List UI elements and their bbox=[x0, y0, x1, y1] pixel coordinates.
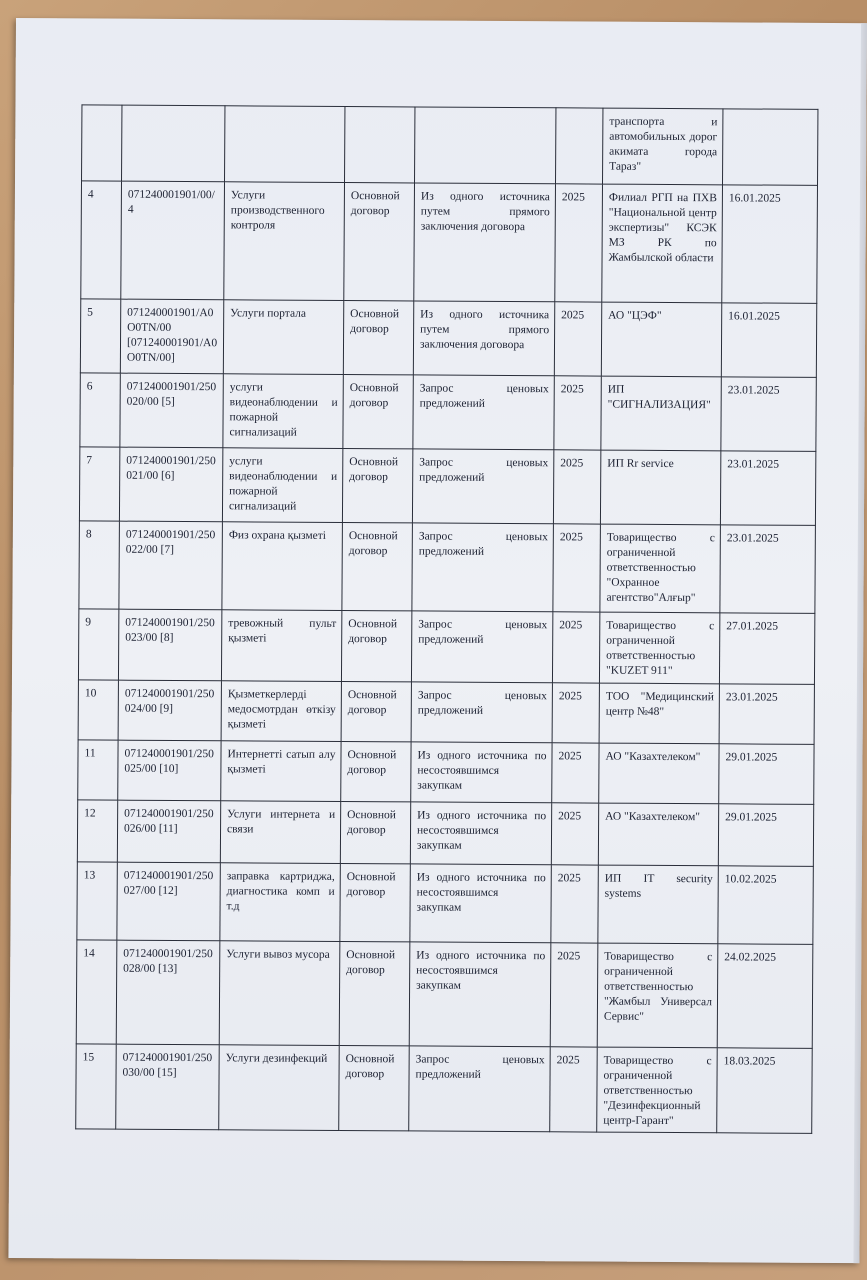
procurement-table bbox=[75, 104, 818, 1134]
table-row bbox=[76, 1044, 813, 1134]
cell-contract: Основной договор bbox=[343, 301, 413, 375]
cell-lot: 071240001901/250021/00 [6] bbox=[119, 447, 222, 522]
cell-method: Из одного источника по несостоявшимся закупкам bbox=[409, 942, 551, 1047]
cell-date: 16.01.2025 bbox=[721, 303, 816, 378]
cell-supplier: Филиал РГП на ПХВ "Национальной центр экспертизы" КСЭК МЗ РК по Жамбылской области bbox=[602, 184, 723, 303]
cell-service: Физ охрана қызметі bbox=[222, 522, 343, 611]
cell-year: 2025 bbox=[555, 184, 603, 302]
cell-lot: 071240001901/250027/00 [12] bbox=[117, 862, 220, 941]
cell-supplier: ТОО "Медицинский центр №48" bbox=[599, 683, 719, 744]
cell-date: 18.03.2025 bbox=[717, 1048, 813, 1134]
cell-supplier: Товарищество с ограниченной ответственностью "Дезинфекционный центр-Гарант" bbox=[597, 1047, 718, 1133]
cell-method: Запрос ценовых предложений bbox=[412, 449, 553, 524]
cell-contract: Основной договор bbox=[342, 449, 412, 523]
cell-date: 23.01.2025 bbox=[719, 684, 814, 745]
cell-num: 10 bbox=[78, 680, 118, 740]
cell-date: 27.01.2025 bbox=[719, 613, 814, 684]
cell-year bbox=[555, 108, 602, 184]
cell-lot: 071240001901/250022/00 [7] bbox=[119, 521, 223, 610]
table-row bbox=[79, 521, 816, 613]
cell-service: заправка картриджа, диагностика комп и т.д bbox=[220, 863, 340, 942]
cell-date: 29.01.2025 bbox=[718, 804, 813, 867]
cell-num: 14 bbox=[76, 940, 117, 1044]
cell-contract: Основной договор bbox=[344, 183, 415, 301]
cell-service bbox=[225, 106, 345, 183]
cell-lot: 071240001901/00/4 bbox=[121, 181, 225, 300]
cell-lot: 071240001901/250023/00 [8] bbox=[118, 609, 221, 680]
cell-service: услуги видеонаблюдении и пожарной сигнализаций bbox=[223, 374, 343, 449]
cell-year: 2025 bbox=[552, 612, 599, 683]
cell-contract: Основной договор bbox=[341, 611, 411, 682]
table-row-continued bbox=[82, 105, 818, 185]
cell-num: 11 bbox=[78, 740, 118, 800]
cell-contract: Основной договор bbox=[341, 681, 411, 741]
cell-method: Запрос ценовых предложений bbox=[411, 682, 552, 743]
cell-date: 23.01.2025 bbox=[720, 525, 816, 614]
cell-date: 24.02.2025 bbox=[717, 944, 813, 1049]
cell-lot bbox=[122, 105, 225, 182]
cell-service: Услуги вывоз мусора bbox=[219, 941, 340, 1046]
cell-year: 2025 bbox=[552, 743, 599, 803]
cell-year: 2025 bbox=[553, 524, 601, 612]
cell-num: 6 bbox=[80, 373, 120, 447]
table-row bbox=[76, 940, 813, 1048]
cell-year: 2025 bbox=[554, 302, 601, 376]
cell-service: Услуги дезинфекций bbox=[219, 1045, 340, 1131]
cell-supplier: АО "ЦЭФ" bbox=[601, 302, 721, 377]
table-row bbox=[80, 373, 816, 451]
cell-contract: Основной договор bbox=[342, 523, 413, 611]
cell-num: 15 bbox=[76, 1044, 117, 1130]
cell-date: 29.01.2025 bbox=[719, 744, 814, 805]
cell-num: 7 bbox=[79, 447, 119, 521]
cell-service: Услуги интернета и связи bbox=[220, 801, 340, 864]
table-row bbox=[80, 299, 816, 377]
cell-service: тревожный пульт қызметі bbox=[221, 610, 341, 681]
cell-method: Из одного источника по несостоявшимся закупкам bbox=[411, 742, 552, 803]
cell-method: Из одного источника по несостоявшимся закупкам bbox=[410, 864, 551, 943]
cell-method: Запрос ценовых предложений bbox=[409, 1046, 551, 1133]
cell-supplier: транспорта и автомобильных дорог акимата города Тараз" bbox=[602, 108, 722, 185]
cell-lot: 071240001901/250028/00 [13] bbox=[116, 940, 220, 1045]
cell-num: 9 bbox=[78, 609, 118, 680]
cell-method bbox=[414, 107, 555, 184]
cell-method: Из одного источника путем прямого заключения договора bbox=[413, 301, 554, 376]
cell-num: 8 bbox=[79, 521, 120, 609]
cell-supplier: Товарищество с ограниченной ответственностью "Охранное агентство"Алғыр" bbox=[600, 524, 721, 613]
cell-supplier: ИП "СИГНАЛИЗАЦИЯ" bbox=[601, 376, 721, 451]
cell-date bbox=[722, 109, 817, 186]
cell-lot: 071240001901/250030/00 [15] bbox=[116, 1044, 220, 1130]
cell-contract: Основной договор bbox=[340, 863, 410, 941]
cell-service: Услуги производственного контроля bbox=[224, 182, 345, 301]
cell-service: Қызметкерлерді медосмотрдан өткізу қызметі bbox=[221, 681, 341, 742]
paper-edge bbox=[853, 23, 867, 1263]
cell-lot: 071240001901/A0O0TN/00 [071240001901/A0O0TN/00] bbox=[120, 299, 223, 374]
cell-lot: 071240001901/250024/00 [9] bbox=[118, 680, 221, 741]
cell-method: Запрос ценовых предложений bbox=[411, 611, 552, 683]
table-row bbox=[78, 740, 814, 804]
cell-supplier: АО "Казахтелеком" bbox=[598, 803, 718, 866]
cell-date: 23.01.2025 bbox=[720, 451, 815, 526]
table-row bbox=[78, 680, 814, 744]
cell-contract: Основной договор bbox=[339, 941, 410, 1045]
cell-year: 2025 bbox=[550, 1047, 598, 1133]
cell-lot: 071240001901/250026/00 [11] bbox=[117, 800, 220, 863]
cell-num: 5 bbox=[80, 299, 120, 373]
cell-date: 10.02.2025 bbox=[718, 866, 813, 945]
table-row bbox=[79, 447, 815, 525]
cell-contract: Основной договор bbox=[341, 741, 411, 801]
cell-year: 2025 bbox=[553, 450, 600, 524]
cell-year: 2025 bbox=[554, 376, 601, 450]
cell-year: 2025 bbox=[551, 865, 598, 943]
paper-sheet bbox=[8, 18, 867, 1263]
table-row bbox=[81, 181, 818, 303]
cell-contract: Основной договор bbox=[340, 801, 410, 863]
cell-contract bbox=[345, 107, 415, 183]
cell-contract: Основной договор bbox=[343, 375, 413, 449]
cell-method: Из одного источника путем прямого заключения договора bbox=[414, 183, 556, 302]
cell-supplier: ИП IT security systems bbox=[598, 865, 718, 944]
cell-num: 13 bbox=[77, 862, 117, 940]
table-row bbox=[77, 800, 813, 866]
table-row bbox=[77, 862, 813, 944]
cell-date: 16.01.2025 bbox=[722, 185, 818, 304]
cell-year: 2025 bbox=[550, 943, 598, 1047]
cell-num: 4 bbox=[81, 181, 122, 299]
cell-method: Запрос ценовых предложений bbox=[412, 523, 554, 612]
cell-supplier: АО "Казахтелеком" bbox=[599, 743, 719, 804]
cell-contract: Основной договор bbox=[339, 1045, 410, 1131]
cell-supplier: ИП Rr service bbox=[600, 450, 720, 525]
cell-method: Запрос ценовых предложений bbox=[413, 375, 554, 450]
cell-lot: 071240001901/250020/00 [5] bbox=[120, 373, 223, 448]
cell-year: 2025 bbox=[552, 683, 599, 743]
cell-year: 2025 bbox=[551, 803, 598, 865]
cell-lot: 071240001901/250025/00 [10] bbox=[118, 740, 221, 801]
cell-service: Услуги портала bbox=[223, 300, 343, 375]
cell-service: услуги видеонаблюдении и пожарной сигнализаций bbox=[222, 448, 342, 523]
table-row bbox=[78, 609, 814, 684]
cell-service: Интернетті сатып алу қызметі bbox=[221, 741, 341, 802]
cell-num: 12 bbox=[77, 800, 117, 862]
cell-date: 23.01.2025 bbox=[721, 377, 816, 452]
cell-num bbox=[82, 105, 122, 181]
cell-supplier: Товарищество с ограниченной ответственностью "KUZET 911" bbox=[599, 612, 719, 683]
cell-method: Из одного источника по несостоявшимся закупкам bbox=[410, 802, 551, 865]
cell-supplier: Товарищество с ограниченной ответственностью "Жамбыл Универсал Сервис" bbox=[597, 943, 718, 1048]
